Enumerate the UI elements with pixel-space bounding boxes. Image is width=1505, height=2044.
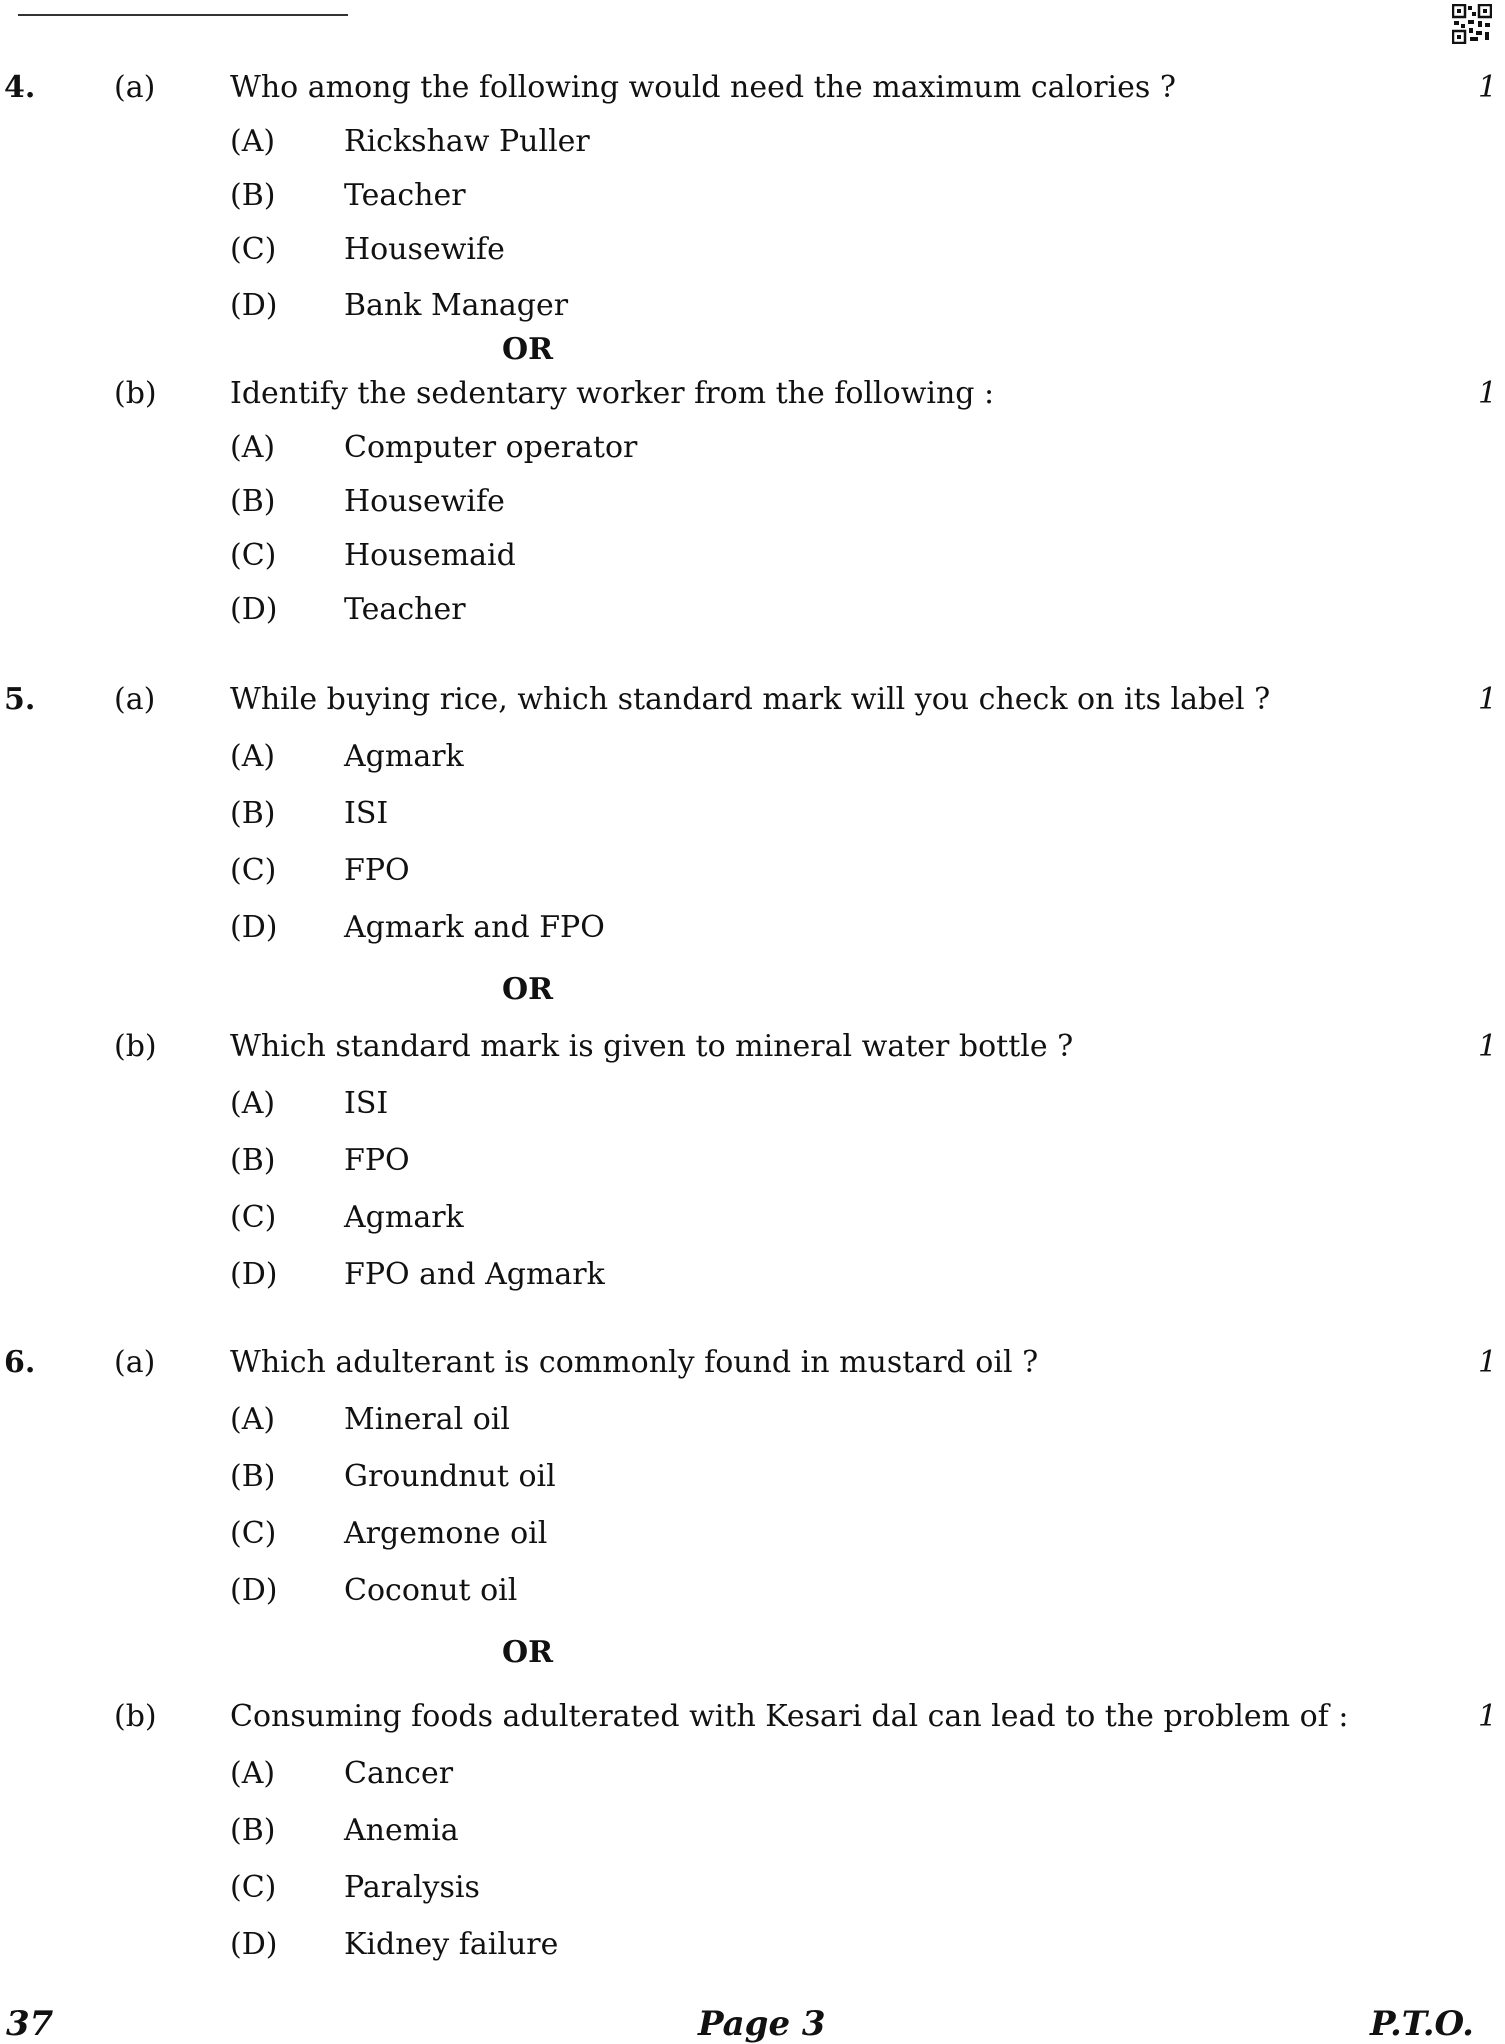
option-row <box>0 176 1505 216</box>
footer-code: 37 <box>6 2004 54 2044</box>
option-label: (A) <box>230 739 276 774</box>
part-label: (b) <box>114 1029 157 1064</box>
question-text: Which adulterant is commonly found in mustard oil ? <box>230 1345 1039 1380</box>
option-label: (C) <box>230 538 277 573</box>
option-row <box>0 230 1505 270</box>
option-text: Coconut oil <box>344 1573 518 1608</box>
option-row <box>0 1571 1505 1611</box>
part-label: (a) <box>114 70 156 105</box>
option-label: (B) <box>230 1813 276 1848</box>
top-rule <box>18 14 348 16</box>
option-label: (B) <box>230 1143 276 1178</box>
option-text: ISI <box>344 796 389 831</box>
option-label: (A) <box>230 124 276 159</box>
option-label: (C) <box>230 1870 277 1905</box>
option-text: Housemaid <box>344 538 516 573</box>
marks: 1 <box>1478 1029 1498 1064</box>
question-number: 4. <box>4 70 36 105</box>
option-label: (C) <box>230 1200 277 1235</box>
option-text: FPO and Agmark <box>344 1257 605 1292</box>
option-text: Agmark <box>344 1200 464 1235</box>
option-label: (B) <box>230 178 276 213</box>
question-4a <box>0 68 1505 108</box>
option-row <box>0 1811 1505 1851</box>
question-number: 5. <box>4 682 36 717</box>
option-label: (A) <box>230 1086 276 1121</box>
option-text: Agmark and FPO <box>344 910 605 945</box>
option-row <box>0 1868 1505 1908</box>
option-text: Paralysis <box>344 1870 480 1905</box>
question-text: While buying rice, which standard mark will you check on its label ? <box>230 682 1271 717</box>
marks: 1 <box>1478 682 1498 717</box>
option-label: (B) <box>230 796 276 831</box>
option-row <box>0 1400 1505 1440</box>
option-row <box>0 286 1505 326</box>
option-text: FPO <box>344 1143 410 1178</box>
option-row <box>0 908 1505 948</box>
marks: 1 <box>1478 376 1498 411</box>
option-text: Rickshaw Puller <box>344 124 590 159</box>
pto-label: P.T.O. <box>1370 2004 1474 2044</box>
option-row <box>0 1084 1505 1124</box>
question-5b <box>0 1027 1505 1067</box>
option-row <box>0 851 1505 891</box>
option-text: Groundnut oil <box>344 1459 556 1494</box>
question-text: Which standard mark is given to mineral water bottle ? <box>230 1029 1074 1064</box>
option-row <box>0 1754 1505 1794</box>
part-label: (b) <box>114 376 157 411</box>
question-4b <box>0 374 1505 414</box>
option-row <box>0 536 1505 576</box>
option-row <box>0 1457 1505 1497</box>
option-row <box>0 428 1505 468</box>
option-row <box>0 1925 1505 1965</box>
question-text: Who among the following would need the maximum calories ? <box>230 70 1176 105</box>
option-text: ISI <box>344 1086 389 1121</box>
part-label: (b) <box>114 1699 157 1734</box>
option-label: (D) <box>230 910 278 945</box>
option-label: (A) <box>230 1756 276 1791</box>
option-label: (D) <box>230 592 278 627</box>
marks: 1 <box>1478 1699 1498 1734</box>
option-text: Agmark <box>344 739 464 774</box>
question-5a <box>0 680 1505 720</box>
option-row <box>0 482 1505 522</box>
option-label: (C) <box>230 1516 277 1551</box>
or-divider: OR <box>502 332 554 367</box>
option-text: FPO <box>344 853 410 888</box>
option-row <box>0 1514 1505 1554</box>
option-text: Anemia <box>344 1813 459 1848</box>
option-row <box>0 1141 1505 1181</box>
qr-code-icon <box>1452 4 1492 44</box>
or-divider: OR <box>502 972 554 1007</box>
question-text: Identify the sedentary worker from the following : <box>230 376 995 411</box>
option-label: (A) <box>230 430 276 465</box>
marks: 1 <box>1478 70 1498 105</box>
question-text: Consuming foods adulterated with Kesari dal can lead to the problem of : <box>230 1699 1349 1734</box>
option-row <box>0 737 1505 777</box>
option-text: Housewife <box>344 484 505 519</box>
page-number: Page 3 <box>698 2004 826 2044</box>
option-label: (B) <box>230 1459 276 1494</box>
option-row <box>0 1198 1505 1238</box>
option-label: (B) <box>230 484 276 519</box>
option-text: Housewife <box>344 232 505 267</box>
option-row <box>0 1255 1505 1295</box>
option-label: (A) <box>230 1402 276 1437</box>
option-text: Computer operator <box>344 430 638 465</box>
option-label: (D) <box>230 1573 278 1608</box>
option-row <box>0 122 1505 162</box>
marks: 1 <box>1478 1345 1498 1380</box>
question-6a <box>0 1343 1505 1383</box>
option-label: (C) <box>230 232 277 267</box>
part-label: (a) <box>114 1345 156 1380</box>
option-text: Teacher <box>344 178 466 213</box>
option-text: Cancer <box>344 1756 454 1791</box>
part-label: (a) <box>114 682 156 717</box>
option-text: Kidney failure <box>344 1927 559 1962</box>
option-label: (C) <box>230 853 277 888</box>
option-text: Argemone oil <box>344 1516 548 1551</box>
option-text: Teacher <box>344 592 466 627</box>
option-row <box>0 590 1505 630</box>
question-6b <box>0 1697 1505 1737</box>
option-label: (D) <box>230 1257 278 1292</box>
question-number: 6. <box>4 1345 36 1380</box>
option-label: (D) <box>230 1927 278 1962</box>
option-label: (D) <box>230 288 278 323</box>
option-row <box>0 794 1505 834</box>
option-text: Bank Manager <box>344 288 569 323</box>
or-divider: OR <box>502 1635 554 1670</box>
option-text: Mineral oil <box>344 1402 510 1437</box>
